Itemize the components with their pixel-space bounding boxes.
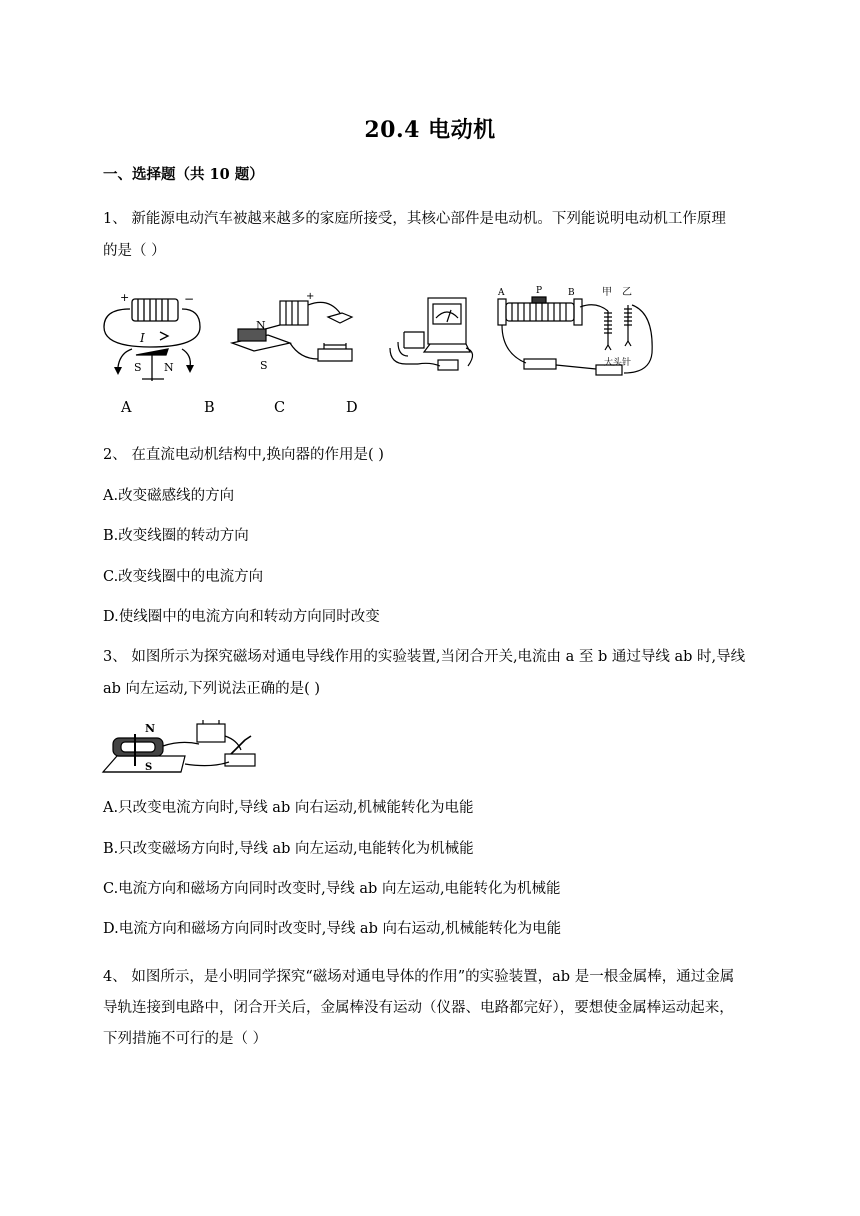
question-3-option-c: C.电流方向和磁场方向同时改变时,导线 ab 向左运动,电能转化为机械能 [103,881,561,897]
section-heading: 一、选择题（共 10 题） [103,166,264,183]
figure-label-a: A [121,400,132,416]
question-2-option-c: C.改变线圈中的电流方向 [103,569,264,585]
figure-a-minus: − [184,292,195,306]
figure-label-d: D [346,400,358,416]
question-4-line-3: 下列措施不可行的是（ ） [103,1031,268,1047]
figure-a-current: I [140,331,145,345]
figure-3-magnet-conductor-setup [101,716,263,776]
figure-d-b: B [568,288,575,298]
figure-b-plus: + [306,291,315,302]
question-4-line-1: 4、 如图所示，是小明同学探究“磁场对通电导体的作用”的实验装置，ab 是一根金属棒，通过金属 [103,969,735,985]
figure-d-electromagnets-pins [496,283,658,381]
figure-a-plus: + [120,291,130,304]
question-2-line-1: 2、 在直流电动机结构中,换向器的作用是( ) [103,447,384,463]
figure-label-b: B [204,400,215,416]
document-title: 20.4 电动机 [364,117,496,143]
figure-d-jia: 甲 [602,287,612,298]
figure-3-s: S [145,762,153,773]
question-3-option-b: B.只改变磁场方向时,导线 ab 向左运动,电能转化为机械能 [103,841,474,857]
question-4-line-2: 导轨连接到电路中，闭合开关后，金属棒没有运动（仪器、电路都完好），要想使金属棒运动起来， [103,1000,734,1016]
figure-3-n: N [145,722,156,735]
figure-b-n: N [256,319,266,332]
question-3-option-d: D.电流方向和磁场方向同时改变时,导线 ab 向右运动,机械能转化为电能 [103,921,562,937]
question-3-option-a: A.只改变电流方向时,导线 ab 向右运动,机械能转化为电能 [103,800,474,816]
figure-b-magnet-rails-battery [228,287,356,377]
figure-a-s: S [134,361,142,374]
figure-b-s: S [260,359,268,372]
question-3-line-1: 3、 如图所示为探究磁场对通电导线作用的实验装置,当闭合开关,电流由 a 至 b 通过导线 ab 时,导线 [103,649,746,665]
question-2-option-d: D.使线圈中的电流方向和转动方向同时改变 [103,609,380,625]
question-2-option-b: B.改变线圈的转动方向 [103,528,249,544]
figure-d-yi: 乙 [622,287,632,298]
question-3-line-2: ab 向左运动,下列说法正确的是( ) [103,681,321,697]
figure-d-a: A [498,288,505,298]
question-1-line-2: 的是（ ） [103,243,166,259]
question-1-line-1: 1、 新能源电动汽车被越来越多的家庭所接受，其核心部件是电动机。下列能说明电动机工作原理 [103,211,726,227]
figure-d-pin-label: 大头针 [604,358,632,368]
figure-a-electromagnet-compass [100,287,212,382]
figure-d-p: P [536,286,543,296]
figure-a-n: N [164,361,174,374]
figure-c-galvanometer [378,292,488,377]
figure-label-c: C [274,400,286,416]
question-2-option-a: A.改变磁感线的方向 [103,488,235,504]
